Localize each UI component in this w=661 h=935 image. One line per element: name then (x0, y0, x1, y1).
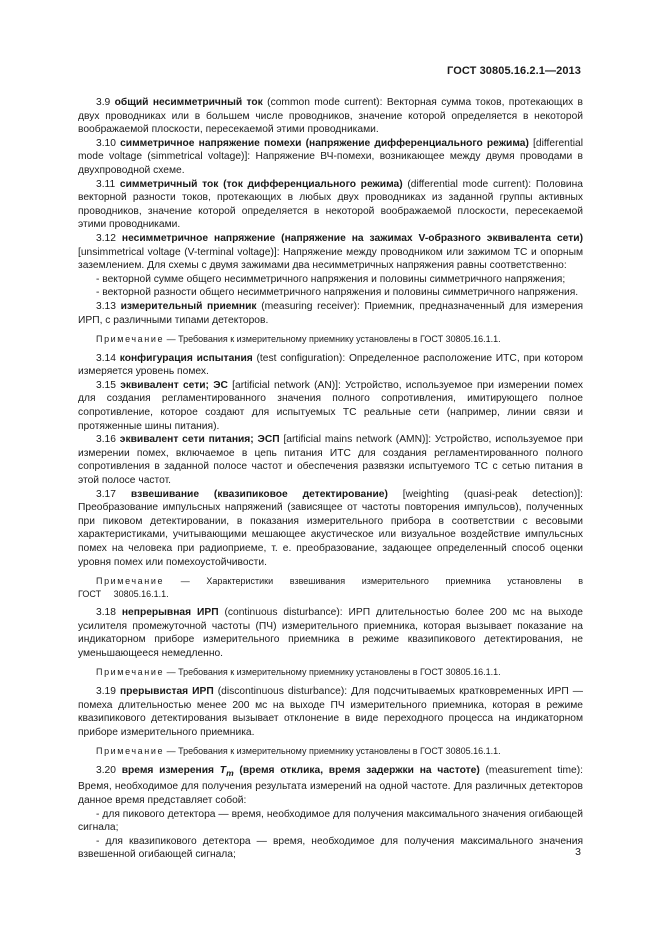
section-number: 3.11 (96, 178, 116, 190)
document-code-header: ГОСТ 30805.16.2.1—2013 (447, 65, 581, 77)
definition-3-13 (78, 300, 583, 327)
note (78, 333, 583, 346)
definition-3-12 (78, 232, 583, 273)
definition-text: (differential mode current): Половина векторной разности токов, протекающих в любых двух проводниках из заданной группы активных проводников, значение которой определяется в некоторой воображаемой плоскости, пересекаемой этими проводниками. (78, 178, 583, 231)
definition-text: (measuring receiver): Приемник, предназначенный для измерения ИРП, с различными типами детекторов. (78, 300, 583, 326)
list-item: - для пикового детектора — время, необходимое для получения максимального значения огибающей сигнала; (78, 808, 583, 834)
note-label: Примечание (96, 334, 165, 345)
symbol-subscript: m (226, 767, 234, 778)
definition-text: (common mode current): Векторная сумма токов, протекающих в двух проводниках или в большем числе проводников, значение которой определяется в некоторой воображаемой плоскости, пересекаемой этими проводниками. (78, 97, 584, 136)
definition-3-15 (78, 379, 583, 433)
term-name: эквивалент сети; ЭС (120, 379, 228, 391)
note (78, 666, 583, 679)
definition-text: [weighting (quasi-peak detection)]: Преобразование импульсных напряжений (зависящее от частоты повторения импульсов), полученных при пиковом детектировании, в показания измерительного прибора в соответствии с весовыми характеристиками, учитывающими мешающее акустическое или визуальное воздействие импульсных помех на человека при радиоприеме, т. е. преобразование, задающее определенный способ оценки уровня помех или помехоустойчивости. (78, 488, 583, 568)
section-number: 3.17 (96, 488, 116, 500)
note (78, 745, 583, 758)
term-symbol (220, 765, 234, 776)
section-number: 3.15 (96, 379, 116, 391)
section-number: 3.19 (96, 685, 116, 697)
term-alias: (время отклика, время задержки на частоте) (233, 764, 480, 776)
note-text: — Характеристики взвешивания измерительного приемника установлены в ГОСТ 30805.16.1.1. (78, 576, 583, 599)
section-number: 3.12 (96, 232, 116, 244)
list-item: - для квазипикового детектора — время, необходимое для получения максимального значения взвешенной огибающей сигнала; (78, 835, 583, 861)
section-number: 3.18 (96, 607, 116, 619)
term-name: эквивалент сети питания; ЭСП (119, 434, 280, 446)
note-label: Примечание (96, 576, 165, 587)
definition-text: (discontinuous disturbance): Для подсчитываемых кратковременных ИРП — помеха длительностью менее 200 мс на выходе ПЧ измерительного приемника, которая в режиме квазипикового детектирования вызывает отклонение в виде переходного процесса на индикаторном приборе измерительного приемника. (78, 685, 583, 738)
definition-3-9 (78, 96, 583, 137)
note-label: Примечание (96, 667, 165, 678)
definition-text: [artificial mains network (AMN)]: Устройство, используемое при измерении помех, включаемое в цепь питания ИТС для создания регламентированного полного сопротивления в заданной полосе частот и обеспечения развязки испытуемого ТС с сетью питания в этой полосе частот. (78, 434, 583, 486)
list-item: - векторной разности общего несимметричного напряжения и половины симметричного напряжения. (96, 287, 579, 299)
definition-3-14 (78, 352, 583, 379)
definition-text: (measurement time): Время, необходимое для получения результата измерений на одной частоте. Для различных детекторов данное время представляет собой: (78, 764, 583, 807)
definition-text: [unsimmetrical voltage (V-terminal voltage)]: Напряжение между проводником или зажимом ТС и опорным заземлением. Для схемы с двумя зажимами два несимметричных напряжения равны соответственно: (78, 246, 583, 272)
definition-3-10 (78, 137, 583, 178)
definition-3-11 (78, 178, 583, 232)
section-number: 3.10 (96, 137, 116, 149)
definition-text: (continuous disturbance): ИРП длительностью более 200 мс на выходе усилителя промежуточной частоты (ПЧ) измерительного приемника, которая вызывает показание на индикаторном приборе измерительного приемника в режиме квазипикового детектирования, не уменьшающееся немедленно. (78, 607, 583, 659)
section-number: 3.20 (96, 764, 116, 776)
term-name: конфигурация испытания (119, 352, 253, 364)
term-name: непрерывная ИРП (121, 607, 219, 619)
note-text: — Требования к измерительному приемнику установлены в ГОСТ 30805.16.1.1. (164, 334, 501, 345)
section-number: 3.9 (96, 97, 111, 108)
page-number: 3 (575, 846, 581, 858)
note-text: — Требования к измерительному приемнику установлены в ГОСТ 30805.16.1.1. (164, 667, 501, 678)
definition-3-18 (78, 606, 583, 660)
term-name: прерывистая ИРП (119, 685, 214, 697)
definition-text: [artificial network (AN)]: Устройство, используемое при измерении помех для создания регламентированного значения полного сопротивления, имитирующего полное сопротивление, которое создают для испытуемых ТС реальные сети (например, линии связи и протяженные шины питания). (78, 379, 583, 432)
definition-text: [differential mode voltage (simmetrical voltage)]: Напряжение ВЧ-помехи, возникающее между двумя проводами в двухпроводной схеме. (78, 137, 583, 176)
note-label: Примечание (96, 746, 165, 757)
term-name: несимметричное напряжение (напряжение на зажимах V-образного эквивалента сети) (121, 232, 583, 244)
term-name: симметричный ток (ток дифференциального режима) (119, 178, 403, 190)
definition-3-19 (78, 685, 583, 739)
definition-3-16 (78, 433, 583, 487)
definition-3-20 (78, 764, 583, 808)
list-item: - векторной сумме общего несимметричного напряжения и половины симметричного напряжения; (96, 273, 566, 285)
symbol-letter: T (219, 764, 227, 776)
note (78, 575, 583, 600)
definition-text: (test configuration): Определенное расположение ИТС, при котором измеряется уровень помех. (78, 352, 583, 378)
term-name: измерительный приемник (120, 300, 257, 312)
term-name: общий несимметричный ток (114, 97, 263, 108)
section-number: 3.13 (96, 300, 116, 312)
term-name: время измерения (121, 764, 215, 776)
section-number: 3.16 (96, 434, 116, 446)
definition-3-17 (78, 488, 583, 570)
term-name: взвешивание (квазипиковое детектирование) (130, 488, 388, 500)
term-name: симметричное напряжение помехи (напряжение дифференциального режима) (120, 137, 529, 149)
section-number: 3.14 (96, 352, 116, 364)
note-text: — Требования к измерительному приемнику установлены в ГОСТ 30805.16.1.1. (164, 746, 501, 757)
document-body (78, 96, 583, 862)
